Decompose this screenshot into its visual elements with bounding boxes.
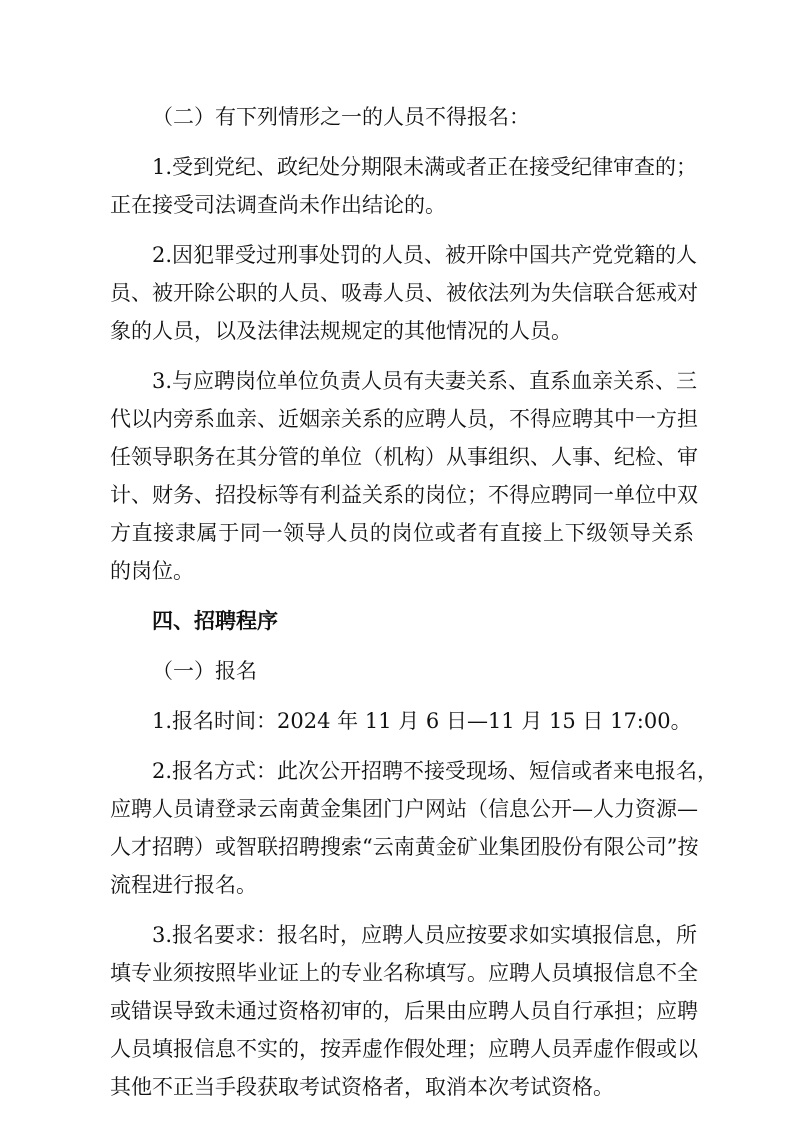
paragraph: [110, 362, 698, 590]
text-line: （一）报名: [152, 659, 257, 683]
paragraph: [110, 98, 694, 136]
text-line: 正在接受司法调查尚未作出结论的。: [110, 193, 446, 217]
text-line: 1.报名时间：2024 年 11 月 6 日—11 月 15 日 17:00。: [152, 709, 692, 733]
paragraph: [110, 652, 694, 690]
text-line: 1.受到党纪、政纪处分期限未满或者正在接受纪律审查的；: [152, 155, 698, 179]
paragraph: [110, 702, 694, 740]
text-line: 2.报名方式：此次公开招聘不接受现场、短信或者来电报名，: [152, 759, 719, 783]
text-line: 人才招聘）或智联招聘搜索“云南黄金矿业集团股份有限公司”按: [110, 835, 699, 859]
text-line: 流程进行报名。: [110, 873, 257, 897]
text-line: 员、被开除公职的人员、吸毒人员、被依法列为失信联合惩戒对: [110, 281, 698, 305]
text-line: 3.报名要求：报名时，应聘人员应按要求如实填报信息，所: [152, 923, 698, 947]
document-body: [110, 98, 719, 1106]
text-line: 填专业须按照毕业证上的专业名称填写。应聘人员填报信息不全: [110, 961, 698, 985]
text-line: 的岗位。: [110, 559, 194, 583]
text-line: 方直接隶属于同一领导人员的岗位或者有直接上下级领导关系: [110, 521, 694, 545]
text-line: 应聘人员请登录云南黄金集团门户网站（信息公开—人力资源—: [110, 797, 698, 821]
text-line: 任领导职务在其分管的单位（机构）从事组织、人事、纪检、审: [110, 445, 698, 469]
text-line: 四、招聘程序: [152, 609, 278, 633]
paragraph: [110, 916, 698, 1106]
text-line: 象的人员，以及法律法规规定的其他情况的人员。: [110, 319, 572, 343]
paragraph: [110, 752, 719, 904]
text-line: 代以内旁系血亲、近姻亲关系的应聘人员，不得应聘其中一方担: [110, 407, 698, 431]
paragraph: [110, 148, 698, 224]
text-line: 计、财务、招投标等有利益关系的岗位；不得应聘同一单位中双: [110, 483, 698, 507]
section-heading: [110, 602, 694, 640]
text-line: 或错误导致未通过资格初审的，后果由应聘人员自行承担；应聘: [110, 999, 698, 1023]
paragraph: [110, 236, 698, 350]
text-line: 其他不正当手段获取考试资格者，取消本次考试资格。: [110, 1075, 614, 1099]
text-line: 3.与应聘岗位单位负责人员有夫妻关系、直系血亲关系、三: [152, 369, 698, 393]
text-line: （二）有下列情形之一的人员不得报名：: [152, 105, 530, 129]
text-line: 2.因犯罪受过刑事处罚的人员、被开除中国共产党党籍的人: [152, 243, 698, 267]
text-line: 人员填报信息不实的，按弄虚作假处理；应聘人员弄虚作假或以: [110, 1037, 698, 1061]
